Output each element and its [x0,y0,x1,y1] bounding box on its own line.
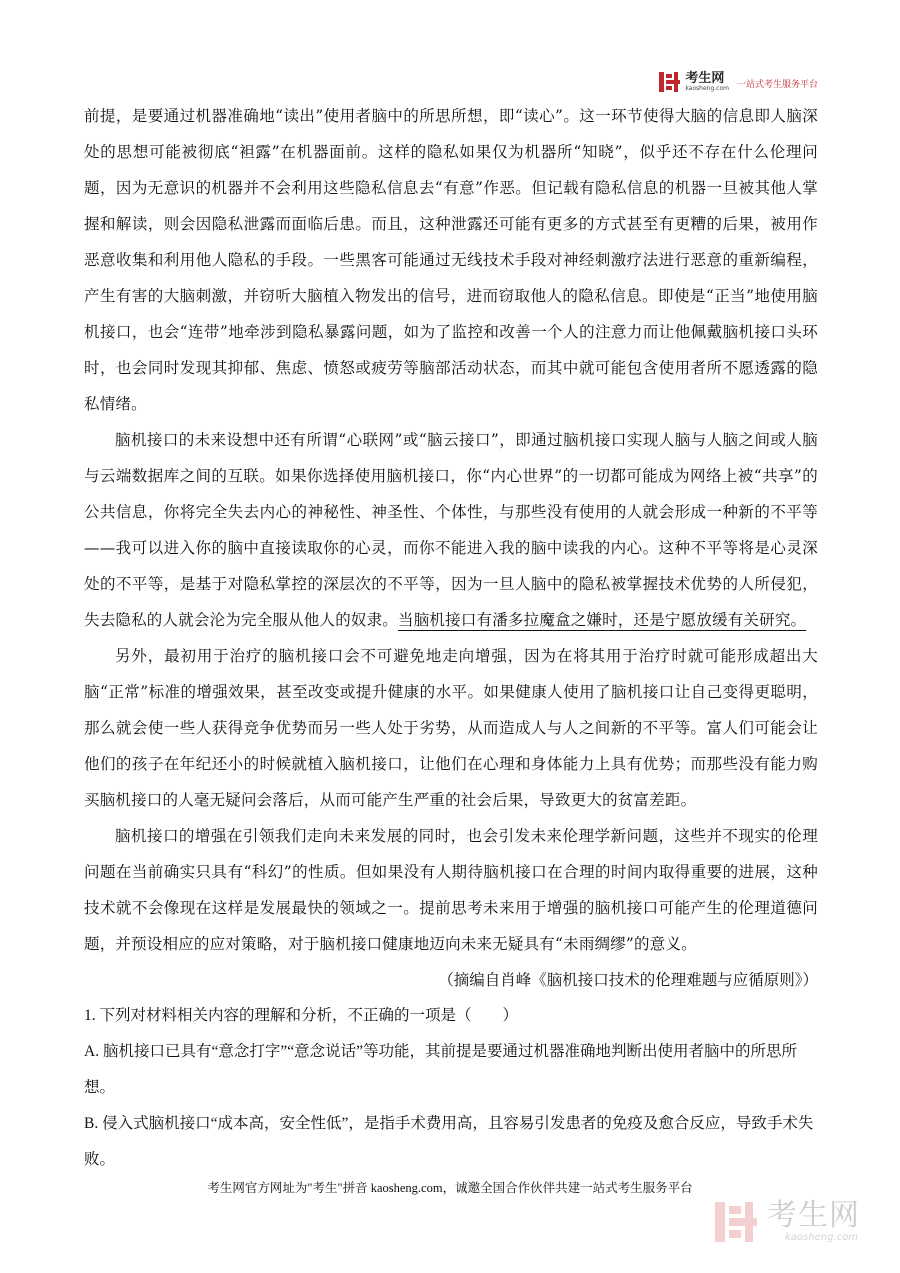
logo-domain: kaosheng.com [685,85,729,92]
question-stem: 1. 下列对材料相关内容的理解和分析，不正确的一项是（ ） [84,1007,519,1024]
kaosheng-logo-icon [659,72,681,92]
option-a: A. 脑机接口已具有“意念打字”“意念说话”等功能，其前提是要通过机器准确地判断出使用者脑中的所思所想。 [84,1043,797,1096]
passage-paragraph-1: 前提，是要通过机器准确地“读出”使用者脑中的所思所想，即“读心”。这一环节使得大脑的信息即人脑深处的思想可能被彻底“袒露”在机器面前。这样的隐私如果仅为机器所“知晓”，似乎还不存在什么伦理问题，因为无意识的机器并不会利用这些隐私信息去“有意”作恶。但记载有隐私信息的机器一旦被其他人掌握和解读，则会因隐私泄露而面临后患。而且，这种泄露还可能有更多的方式甚至有更糟的后果，被用作恶意收集和利用他人隐私的手段。一些黑客可能通过无线技术手段对神经刺激疗法进行恶意的重新编程，产生有害的大脑刺激，并窃听大脑植入物发出的信号，进而窃取他人的隐私信息。即使是“正当”地使用脑机接口，也会“连带”地牵涉到隐私暴露问题，如为了监控和改善一个人的注意力而让他佩戴脑机接口头环时，也会同时发现其抑郁、焦虑、愤怒或疲劳等脑部活动状态，而其中就可能包含使用者所不愿透露的隐私情绪。 [84,107,818,413]
source-citation: （摘编自肖峰《脑机接口技术的伦理难题与应循原则》） [438,971,818,989]
watermark [715,1198,860,1243]
page-footer: 考生网官方网址为"考生"拼音 kaosheng.com，诚邀全国合作伙伴共建一站式考生服务平台 [207,1181,693,1195]
passage-paragraph-3: 另外，最初用于治疗的脑机接口会不可避免地走向增强，因为在将其用于治疗时就可能形成超出大脑“正常”标准的增强效果，甚至改变或提升健康的水平。如果健康人使用了脑机接口让自己变得更聪明，那么就会使一些人获得竞争优势而另一些人处于劣势，从而造成人与人之间新的不平等。富人们可能会让他们的孩子在年纪还小的时候就植入脑机接口，让他们在心理和身体能力上具有优势；而那些没有能力购买脑机接口的人毫无疑问会落后，从而可能产生严重的社会后果，导致更大的贫富差距。 [84,647,818,809]
header-logo [659,72,818,92]
passage-paragraph-2 [84,422,818,638]
underlined-sentence: 当脑机接口有潘多拉魔盒之嫌时，还是宁愿放缓有关研究。 [398,611,807,629]
passage-paragraph-4: 脑机接口的增强在引领我们走向未来发展的同时，也会引发未来伦理学新问题，这些并不现实的伦理问题在当前确实只具有“科幻”的性质。但如果没有人期待脑机接口在合理的时间内取得重要的进展，这种技术就不会像现在这样是发展最快的领域之一。提前思考未来用于增强的脑机接口可能产生的伦理道德问题，并预设相应的应对策略，对于脑机接口健康地迈向未来无疑具有“未雨绸缪”的意义。 [84,827,818,953]
logo-text [685,72,729,92]
header-slogan: 一站式考生服务平台 [736,79,818,90]
option-b: B. 侵入式脑机接口“成本高，安全性低”，是指手术费用高，且容易引发患者的免疫及愈合反应，导致手术失败。 [84,1115,814,1168]
document-body [84,98,818,1178]
paragraph-2-text: 脑机接口的未来设想中还有所谓“心联网”或“脑云接口”，即通过脑机接口实现人脑与人脑之间或人脑与云端数据库之间的互联。如果你选择使用脑机接口，你“内心世界”的一切都可能成为网络上被“共享”的公共信息，你将完全失去内心的神秘性、神圣性、个体性，与那些没有使用的人就会形成一种新的不平等——我可以进入你的脑中直接读取你的心灵，而你不能进入我的脑中读我的内心。这种不平等将是心灵深处的不平等，是基于对隐私掌控的深层次的不平等，因为一旦人脑中的隐私被掌握技术优势的人所侵犯，失去隐私的人就会沦为完全服从他人的奴隶。 [84,431,818,629]
watermark-name: 考生网 [767,1198,860,1233]
logo-name: 考生网 [685,71,725,86]
watermark-text [767,1198,860,1243]
watermark-logo-icon [715,1202,761,1242]
watermark-domain: kaosheng.com [785,1232,858,1243]
